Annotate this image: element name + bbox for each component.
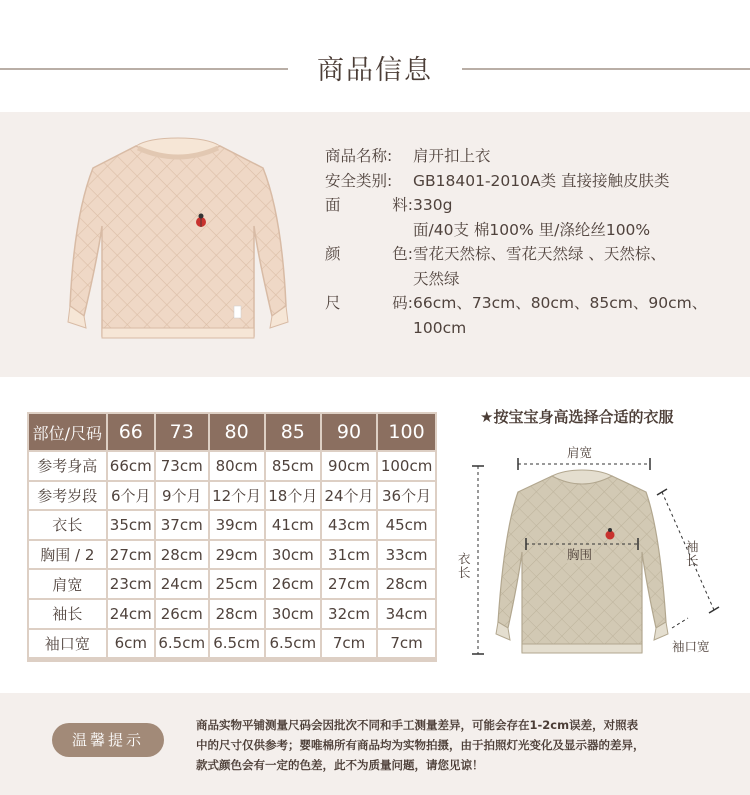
size-table <box>27 412 437 662</box>
table-cell: 30cm <box>266 600 320 628</box>
row-label-part: 衣 <box>52 516 68 535</box>
body-length-label: 衣长 <box>458 551 471 580</box>
sleeve-length-label: 袖长 <box>686 539 699 568</box>
row-label-part: 长 <box>67 516 83 535</box>
spec-key <box>325 291 413 316</box>
row-label <box>29 452 106 480</box>
product-info-panel <box>0 112 750 377</box>
row-label-text <box>29 514 106 535</box>
spec-value: 面/40支 棉100% 里/涤纶丝100% <box>413 220 651 239</box>
row-label-part: 参考身高 <box>37 457 98 476</box>
row-label-part: 口 <box>59 634 75 653</box>
table-row <box>29 570 435 598</box>
tips-panel <box>0 693 750 795</box>
spec-key-part: 料: <box>392 196 413 214</box>
chest-label: 胸围 <box>567 547 593 562</box>
table-row <box>29 511 435 539</box>
row-label <box>29 482 106 510</box>
table-row <box>29 452 435 480</box>
row-label-part: 长 <box>67 605 83 624</box>
size-column-header: 73 <box>156 414 208 450</box>
table-cell: 33cm <box>378 541 435 569</box>
size-guide-title: ★按宝宝身高选择合适的衣服 <box>480 408 674 426</box>
section-header <box>0 0 750 112</box>
row-label-text <box>29 544 106 565</box>
table-row <box>29 482 435 510</box>
table-cell: 43cm <box>322 511 376 539</box>
table-cell: 27cm <box>322 570 376 598</box>
spec-key-part: 尺 <box>325 294 341 312</box>
spec-key-part: 安全类别: <box>325 171 393 190</box>
table-cell: 73cm <box>156 452 208 480</box>
product-shirt-image <box>58 136 298 346</box>
table-cell: 24cm <box>108 600 154 628</box>
row-label-part: 宽 <box>67 575 83 594</box>
table-cell: 36个月 <box>378 482 435 510</box>
cuff-width-label: 袖口宽 <box>672 639 710 654</box>
table-cell: 6cm <box>108 630 154 658</box>
table-cell: 23cm <box>108 570 154 598</box>
spec-value: 100cm <box>413 318 467 337</box>
row-label-part: 参考岁段 <box>37 486 98 505</box>
table-cell: 27cm <box>108 541 154 569</box>
tips-badge: 温馨提示 <box>52 723 164 757</box>
row-label <box>29 511 106 539</box>
table-cell: 90cm <box>322 452 376 480</box>
spec-key <box>325 193 413 218</box>
spec-key-part: 码: <box>392 294 413 312</box>
tips-text <box>196 715 736 775</box>
row-label <box>29 630 106 658</box>
spec-key <box>325 316 413 341</box>
spec-row <box>325 218 735 243</box>
table-cell: 35cm <box>108 511 154 539</box>
spec-key-part: 颜 <box>325 245 341 263</box>
table-cell: 28cm <box>156 541 208 569</box>
table-cell: 28cm <box>210 600 264 628</box>
spec-row <box>325 316 735 341</box>
table-cell: 39cm <box>210 511 264 539</box>
table-cell: 7cm <box>378 630 435 658</box>
header-divider-left <box>0 68 288 70</box>
spec-key <box>325 218 413 243</box>
table-row <box>29 600 435 628</box>
spec-row <box>325 144 735 169</box>
table-cell: 9个月 <box>156 482 208 510</box>
size-column-header: 100 <box>378 414 435 450</box>
table-cell: 18个月 <box>266 482 320 510</box>
spec-row <box>325 267 735 292</box>
spec-value: 肩开扣上衣 <box>413 147 491 165</box>
row-label-part: 肩 <box>52 575 68 594</box>
size-column-header: 85 <box>266 414 320 450</box>
table-cell: 100cm <box>378 452 435 480</box>
table-cell: 30cm <box>266 541 320 569</box>
table-cell: 80cm <box>210 452 264 480</box>
table-row <box>29 630 435 658</box>
table-cell: 24cm <box>156 570 208 598</box>
row-label-part: 袖 <box>44 634 60 653</box>
row-label-text <box>29 455 106 476</box>
table-cell: 7cm <box>322 630 376 658</box>
tips-line: 中的尺寸仅供参考；婴唯棉所有商品均为实物拍摄，由于拍照灯光变化及显示器的差异， <box>196 738 645 752</box>
tips-line: 款式颜色会有一定的色差，此不为质量问题，请您见谅！ <box>196 758 484 772</box>
spec-row <box>325 242 735 267</box>
table-cell: 45cm <box>378 511 435 539</box>
spec-row <box>325 169 735 194</box>
row-label-part: 胸围 / 2 <box>40 546 95 565</box>
spec-key-part: 面 <box>325 196 341 214</box>
size-table-header <box>29 414 435 450</box>
table-cell: 66cm <box>108 452 154 480</box>
table-cell: 12个月 <box>210 482 264 510</box>
section-title: 商品信息 <box>317 55 433 86</box>
spec-key <box>325 144 413 169</box>
table-cell: 26cm <box>156 600 208 628</box>
row-label-text <box>29 633 106 654</box>
spec-key <box>325 267 413 292</box>
spec-key-part: 色: <box>392 245 413 263</box>
table-cell: 37cm <box>156 511 208 539</box>
row-label-text <box>29 485 106 506</box>
table-cell: 6.5cm <box>156 630 208 658</box>
row-label-part: 袖 <box>52 605 68 624</box>
row-label-part: 宽 <box>74 634 90 653</box>
table-cell: 6个月 <box>108 482 154 510</box>
table-cell: 29cm <box>210 541 264 569</box>
spec-key <box>325 169 413 194</box>
product-specs <box>325 144 735 340</box>
table-row <box>29 541 435 569</box>
size-column-header: 90 <box>322 414 376 450</box>
shoulder-width-label: 肩宽 <box>567 445 593 460</box>
spec-value: GB18401-2010A类 直接接触皮肤类 <box>413 171 670 190</box>
spec-row <box>325 193 735 218</box>
size-table-corner: 部位/尺码 <box>29 414 106 450</box>
table-cell: 26cm <box>266 570 320 598</box>
spec-key <box>325 242 413 267</box>
size-column-header: 80 <box>210 414 264 450</box>
spec-value: 330g <box>413 196 453 214</box>
size-column-header: 66 <box>108 414 154 450</box>
spec-row <box>325 291 735 316</box>
table-cell: 32cm <box>322 600 376 628</box>
table-cell: 41cm <box>266 511 320 539</box>
row-label <box>29 541 106 569</box>
table-cell: 31cm <box>322 541 376 569</box>
table-cell: 28cm <box>378 570 435 598</box>
row-label <box>29 600 106 628</box>
spec-key-part: 商品名称: <box>325 147 393 165</box>
row-label <box>29 570 106 598</box>
row-label-text <box>29 574 106 595</box>
spec-value: 66cm、73cm、80cm、85cm、90cm、 <box>413 294 708 312</box>
table-cell: 25cm <box>210 570 264 598</box>
table-cell: 24个月 <box>322 482 376 510</box>
table-cell: 85cm <box>266 452 320 480</box>
tips-line: 商品实物平铺测量尺码会因批次不同和手工测量差异，可能会存在1-2cm误差，对照表 <box>196 718 639 732</box>
table-cell: 34cm <box>378 600 435 628</box>
table-cell: 6.5cm <box>266 630 320 658</box>
table-cell: 6.5cm <box>210 630 264 658</box>
row-label-text <box>29 603 106 624</box>
header-divider-right <box>462 68 750 70</box>
spec-value: 天然绿 <box>413 269 460 288</box>
spec-value: 雪花天然棕、雪花天然绿 、天然棕、 <box>413 245 666 263</box>
